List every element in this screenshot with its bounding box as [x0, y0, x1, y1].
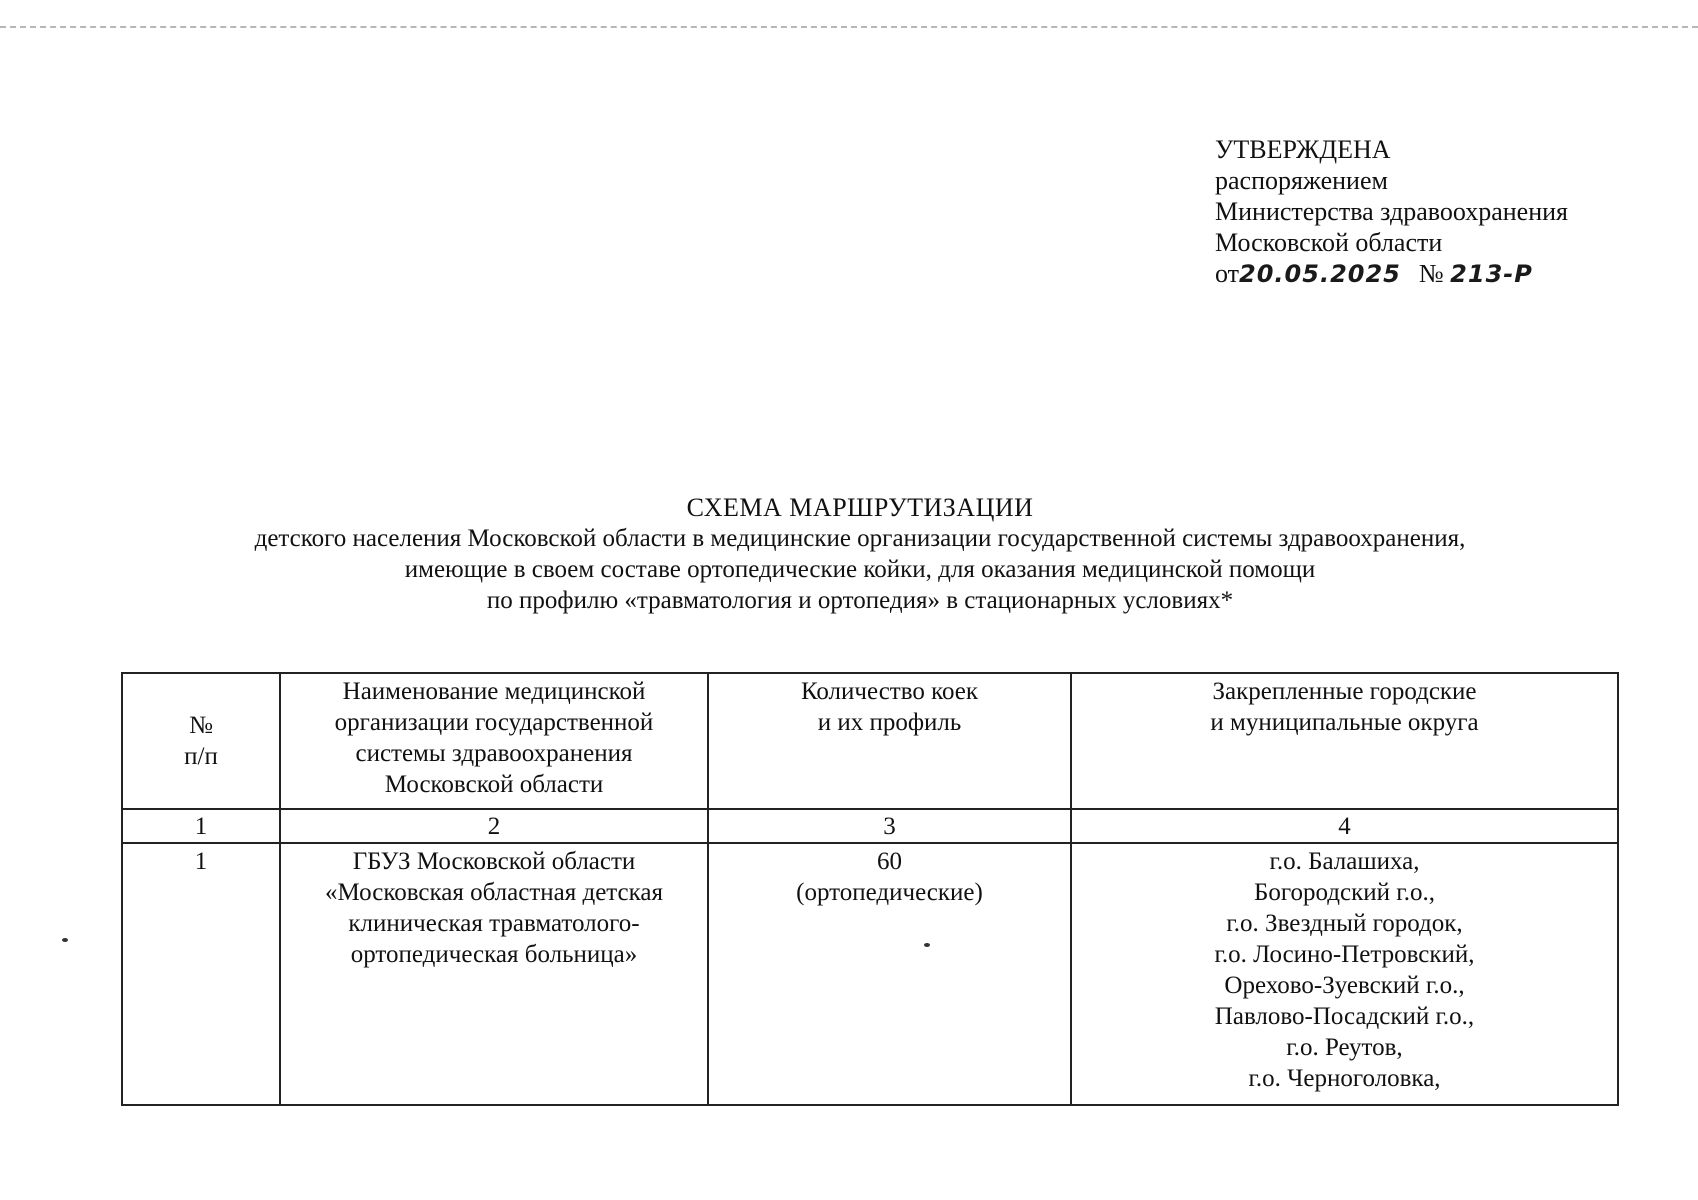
approval-number-prefix: № — [1418, 259, 1444, 288]
row-organization-cell — [280, 843, 708, 1105]
district-item: Орехово-Зуевский г.о., — [1224, 972, 1465, 999]
approval-line-ministry: Министерства здравоохранения — [1215, 197, 1568, 226]
district-item: г.о. Балашиха, — [1269, 848, 1420, 875]
header-districts-line-1: Закрепленные городские — [1212, 678, 1477, 705]
header-number-line-1: № — [189, 712, 213, 739]
beds-profile: (ортопедические) — [796, 879, 983, 906]
header-number-line-2: п/п — [184, 743, 218, 770]
district-item: Павлово-Посадский г.о., — [1214, 1003, 1475, 1030]
header-organization-line-3: системы здравоохранения — [355, 740, 633, 767]
district-item: г.о. Лосино-Петровский, — [1214, 941, 1475, 968]
header-organization-line-4: Московской области — [384, 771, 604, 798]
scan-speck — [62, 938, 68, 942]
district-item: г.о. Реутов, — [1286, 1034, 1403, 1061]
approval-title: УТВЕРЖДЕНА — [1215, 135, 1391, 164]
document-heading: СХЕМА МАРШРУТИЗАЦИИ — [686, 493, 1034, 522]
header-organization-line-2: организации государственной — [334, 709, 654, 736]
header-organization-line-1: Наименование медицинской — [342, 678, 646, 705]
approval-date-line — [1215, 258, 1655, 290]
approval-line-order: распоряжением — [1215, 166, 1388, 195]
table-index-row — [122, 809, 1618, 843]
document-subtitle-line-2: имеющие в своем составе ортопедические койки, для оказания медицинской помощи — [404, 556, 1316, 583]
row-districts-cell — [1071, 843, 1618, 1105]
district-item: Богородский г.о., — [1254, 879, 1435, 906]
approval-number-handwritten: 213-Р — [1450, 260, 1533, 288]
approval-date-prefix: от — [1215, 259, 1240, 288]
district-item: г.о. Черноголовка, — [1248, 1065, 1441, 1092]
scan-edge-line — [0, 26, 1698, 28]
header-districts — [1071, 673, 1618, 809]
header-beds-line-1: Количество коек — [800, 678, 979, 705]
org-line-1: ГБУЗ Московской области — [352, 848, 636, 875]
approval-line-region: Московской области — [1215, 228, 1443, 257]
row-number-cell: 1 — [122, 843, 280, 1105]
index-cell-3: 3 — [708, 809, 1071, 843]
table-row — [122, 843, 1618, 1105]
document-title-block — [120, 492, 1600, 616]
org-line-3: клиническая травматолого- — [348, 910, 640, 937]
document-subtitle-line-3: по профилю «травматология и ортопедия» в стационарных условиях* — [486, 587, 1234, 614]
document-subtitle-line-1: детского населения Московской области в медицинские организации государственной системы здравоохранения, — [254, 525, 1466, 552]
index-cell-1: 1 — [122, 809, 280, 843]
header-beds-line-2: и их профиль — [817, 709, 962, 736]
beds-count: 60 — [877, 848, 902, 875]
routing-table — [121, 672, 1619, 1106]
header-organization — [280, 673, 708, 809]
org-line-2: «Московская областная детская — [325, 879, 663, 906]
header-number — [122, 673, 280, 809]
row-beds-cell — [708, 843, 1071, 1105]
table-header-row — [122, 673, 1618, 809]
index-cell-4: 4 — [1071, 809, 1618, 843]
district-item: г.о. Звездный городок, — [1226, 910, 1463, 937]
org-line-4: ортопедическая больница» — [350, 941, 638, 968]
approval-stamp-block — [1215, 134, 1655, 290]
index-cell-2: 2 — [280, 809, 708, 843]
header-districts-line-2: и муниципальные округа — [1210, 709, 1479, 736]
header-beds — [708, 673, 1071, 809]
approval-date-handwritten: 20.05.2025 — [1239, 260, 1401, 288]
scan-speck — [924, 943, 930, 947]
